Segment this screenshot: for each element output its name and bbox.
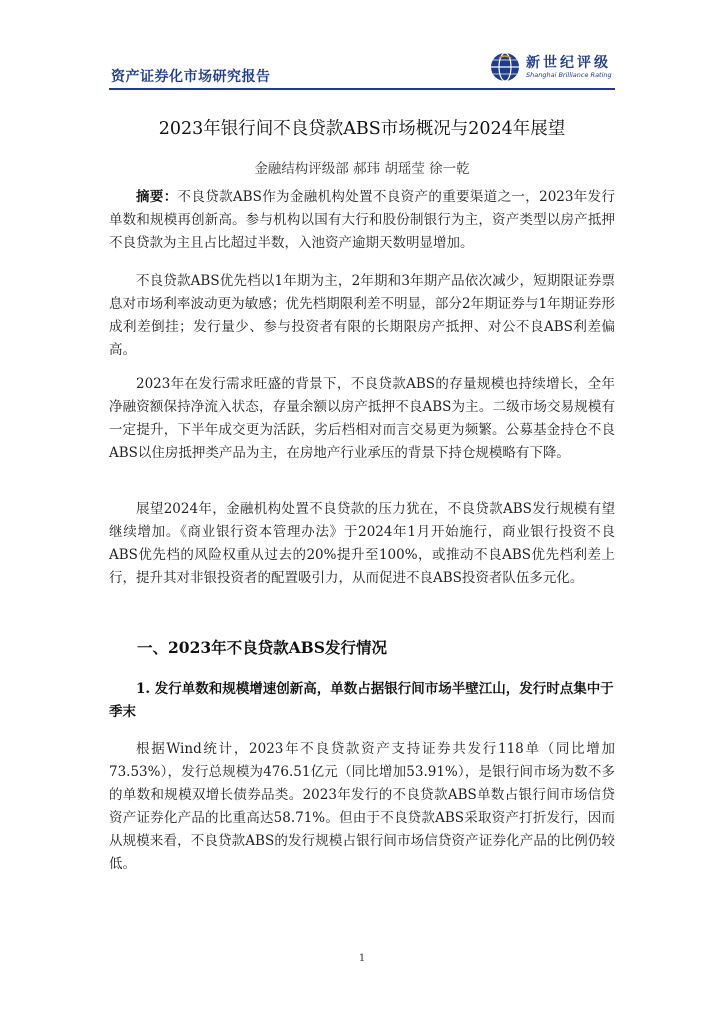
subsection-heading: 1. 发行单数和规模增速创新高，单数占据银行间市场半壁江山，发行时点集中于季末 [109,681,614,720]
document-authors: 金融结构评级部 郝玮 胡瑶莹 徐一乾 [254,161,470,177]
company-logo [490,50,630,86]
summary-paragraph-3: 展望2024年，金融机构处置不良贷款的压力犹在，不良贷款ABS发行规模有望继续增加。《商业银行资本管理办法》于2024年1月开始施行，商业银行投资不良ABS优先档的风险权重从过去的20%提升至100%，或推动不良ABS优先档利差上行，提升其对非银投资者的配置吸引力，从而促进不良ABS投资者队伍多元化。 [109,501,615,586]
body-paragraph: 根据Wind统计，2023年不良贷款资产支持证券共发行118单（同比增加73.53%），发行总规模为476.51亿元（同比增加53.91%），是银行间市场为数不多的单数和规模双增长债券品类。2023年发行的不良贷款ABS单数占银行间市场信贷资产证券化产品的比重高达58.71%。但由于不良贷款ABS采取资产打折发行，因而从规模来看，不良贷款ABS的发行规模占银行间市场信贷资产证券化产品的比例仍较低。 [109,741,615,872]
report-series-title: 资产证券化市场研究报告 [111,69,271,85]
summary-paragraph-1: 不良贷款ABS优先档以1年期为主，2年期和3年期产品依次减少，短期限证券票息对市场利率波动更为敏感；优先档期限利差不明显，部分2年期证券与1年期证券形成利差倒挂；发行量少、参与投资者有限的长期限房产抵押、对公不良ABS利差偏高。 [109,273,615,358]
summary-paragraph-2: 2023年在发行需求旺盛的背景下，不良贷款ABS的存量规模也持续增长，全年净融资额保持净流入状态，存量余额以房产抵押不良ABS为主。二级市场交易规模有一定提升，下半年成交更为活跃，劣后档相对而言交易更为频繁。公募基金持仓不良ABS以住房抵押类产品为主，在房地产行业承压的背景下持仓规模略有下降。 [109,376,615,461]
abstract-label: 摘要： [136,189,178,205]
document-title: 2023年银行间不良贷款ABS市场概况与2024年展望 [158,119,566,139]
logo-subtitle: Shanghai Brilliance Rating [526,71,612,79]
globe-logo-icon [490,52,520,82]
page-number: 1 [358,953,366,964]
logo-name: 新世纪评级 [526,55,611,71]
section-heading: 一、2023年不良贷款ABS发行情况 [137,638,387,657]
abstract-paragraph [109,186,615,255]
abstract-text: 不良贷款ABS作为金融机构处置不良资产的重要渠道之一，2023年发行单数和规模再创新高。参与机构以国有大行和股份制银行为主，资产类型以房产抵押不良贷款为主且占比超过半数，入池资产逾期天数明显增加。 [109,189,616,251]
header-divider [109,88,615,90]
